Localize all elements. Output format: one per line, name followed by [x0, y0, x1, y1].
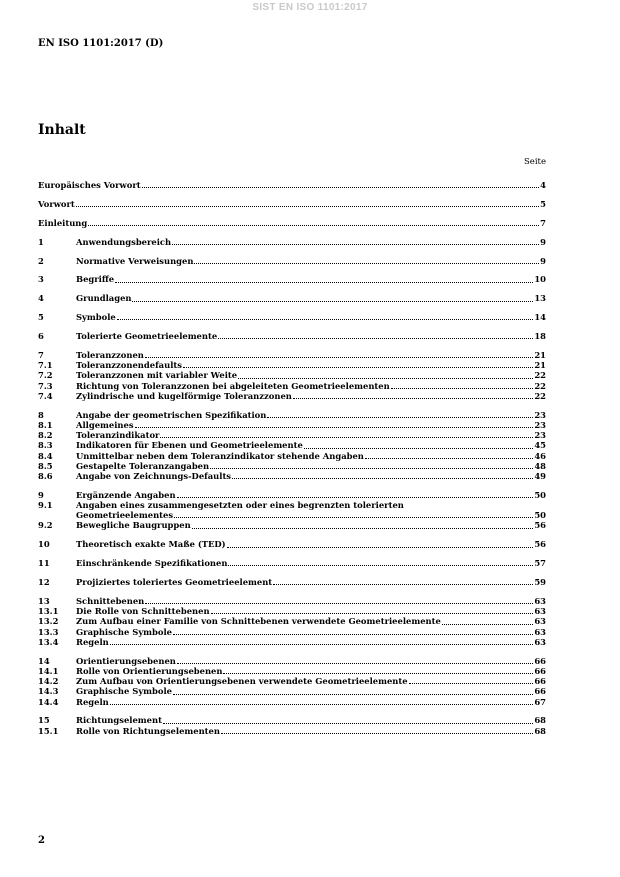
toc-entry[interactable] — [38, 370, 546, 380]
toc-entry-page: 13 — [534, 293, 546, 304]
toc-entry-page: 48 — [534, 460, 546, 471]
toc-entry-number: 15.1 — [38, 725, 59, 736]
toc-entry-number: 14.4 — [38, 696, 59, 707]
dot-leader — [163, 723, 533, 724]
dot-leader — [210, 468, 533, 469]
document-header: EN ISO 1101:2017 (D) — [38, 38, 164, 49]
dot-leader — [273, 584, 533, 585]
toc-entry-number: 7.1 — [38, 360, 53, 371]
toc-entry-page: 63 — [534, 626, 546, 637]
dot-leader — [218, 338, 533, 339]
toc-entry[interactable] — [38, 697, 546, 707]
toc-entry[interactable] — [38, 237, 546, 247]
toc-entry-number: 7.4 — [38, 390, 53, 401]
toc-entry-page: 9 — [540, 255, 546, 266]
toc-entry-page: 7 — [540, 217, 546, 228]
toc-entry[interactable] — [38, 199, 546, 209]
toc-entry-page: 66 — [534, 686, 546, 697]
toc-entry[interactable] — [38, 410, 546, 420]
dot-leader — [293, 398, 533, 399]
toc-entry-number: 1 — [38, 236, 44, 247]
toc-entry[interactable] — [38, 218, 546, 228]
toc-entry-number: 13.1 — [38, 606, 59, 617]
toc-entry[interactable] — [38, 490, 546, 500]
toc-entry-page: 66 — [534, 655, 546, 666]
toc-entry-number: 8.4 — [38, 450, 53, 461]
dot-leader — [173, 694, 533, 695]
toc-entry-number: 9 — [38, 489, 44, 500]
toc-entry-title: Toleranzzonen mit variabler Weite — [76, 370, 238, 381]
toc-entry[interactable] — [38, 686, 546, 696]
toc-entry[interactable] — [38, 461, 546, 471]
toc-entry-number: 8 — [38, 409, 44, 420]
dot-leader — [173, 634, 533, 635]
toc-entry-page: 50 — [534, 510, 546, 521]
toc-entry[interactable] — [38, 606, 546, 616]
toc-entry[interactable] — [38, 520, 546, 530]
toc-entry-number: 2 — [38, 255, 44, 266]
toc-entry[interactable] — [38, 420, 546, 430]
dot-leader — [183, 367, 533, 368]
toc-entry-number: 5 — [38, 312, 44, 323]
toc-entry-page: 23 — [534, 409, 546, 420]
toc-entry-page: 10 — [534, 274, 546, 285]
toc-entry[interactable] — [38, 577, 546, 587]
page-title: Inhalt — [38, 122, 86, 138]
toc-entry-number: 7.2 — [38, 370, 53, 381]
toc-entry[interactable] — [38, 180, 546, 190]
toc-entry-number: 8.2 — [38, 430, 53, 441]
toc-entry-number: 13.4 — [38, 636, 59, 647]
toc-entry-page: 66 — [534, 665, 546, 676]
dot-leader — [365, 458, 533, 459]
toc-entry[interactable] — [38, 360, 546, 370]
toc-entry[interactable] — [38, 256, 546, 266]
toc-entry-title: Bewegliche Baugruppen — [76, 520, 191, 531]
toc-entry-page: 57 — [534, 558, 546, 569]
dot-leader — [442, 624, 534, 625]
dot-leader — [232, 478, 533, 479]
toc-entry-title: Allgemeines — [76, 419, 134, 430]
toc-entry[interactable] — [38, 676, 546, 686]
dot-leader — [142, 187, 540, 188]
toc-entry-page: 68 — [534, 715, 546, 726]
toc-entry[interactable] — [38, 430, 546, 440]
toc-entry-title: Unmittelbar neben dem Toleranzindikator stehende Angaben — [76, 450, 364, 461]
toc-entry-page: 22 — [534, 380, 546, 391]
toc-entry-title: Zum Aufbau einer Familie von Schnittebenen verwendete Geometrieelemente — [76, 616, 441, 627]
toc-entry-number: 13.3 — [38, 626, 59, 637]
watermark: SIST EN ISO 1101:2017 — [252, 2, 368, 13]
toc-entry-number: 3 — [38, 274, 44, 285]
toc-entry-title: Ergänzende Angaben — [76, 489, 176, 500]
toc-entry[interactable] — [38, 331, 546, 341]
toc-entry[interactable] — [38, 726, 546, 736]
toc-entry-title: Grundlagen — [76, 293, 132, 304]
toc-entry-page: 63 — [534, 596, 546, 606]
toc-entry[interactable] — [38, 666, 546, 676]
page-number: 2 — [38, 835, 45, 846]
dot-leader — [409, 683, 534, 684]
toc-entry-page: 46 — [534, 450, 546, 461]
dot-leader — [192, 528, 534, 529]
toc-entry-title: Toleranzzonen — [76, 350, 144, 361]
dot-leader — [223, 673, 533, 674]
toc-entry-page: 21 — [534, 350, 546, 361]
toc-entry[interactable] — [38, 627, 546, 637]
toc-entry-title: Tolerierte Geometrieelemente — [76, 331, 218, 342]
toc-entry-page: 14 — [534, 312, 546, 323]
toc-entry-number: 6 — [38, 331, 44, 342]
toc-entry-number: 14.3 — [38, 686, 59, 697]
toc-entry-number: 15 — [38, 715, 50, 726]
toc-entry-number: 7 — [38, 350, 44, 361]
toc-entry-page: 45 — [534, 440, 546, 451]
toc-entry-page: 59 — [534, 577, 546, 588]
dot-leader — [172, 244, 539, 245]
toc-entry[interactable] — [38, 451, 546, 461]
toc-entry-title: Theoretisch exakte Maße (TED) — [76, 539, 226, 550]
toc-entry-page: 22 — [534, 390, 546, 401]
toc-entry-page: 23 — [534, 430, 546, 441]
toc-entry-title: Regeln — [76, 696, 109, 707]
toc-entry[interactable] — [38, 391, 546, 401]
toc-entry-title: Zylindrische und kugelförmige Toleranzzonen — [76, 390, 292, 401]
dot-leader — [160, 437, 533, 438]
dot-leader — [117, 319, 534, 320]
dot-leader — [227, 547, 534, 548]
toc-entry-number: 14.2 — [38, 676, 59, 687]
toc-entry-number: 13.2 — [38, 616, 59, 627]
toc-entry[interactable] — [38, 558, 546, 568]
toc-entry-title: Rolle von Richtungselementen — [76, 725, 220, 736]
toc-entry-page: 50 — [534, 489, 546, 500]
toc-entry-page: 56 — [534, 520, 546, 531]
toc-entry-page: 22 — [534, 370, 546, 381]
toc-entry-page: 63 — [534, 636, 546, 647]
toc-entry-page: 63 — [534, 606, 546, 617]
toc-entry[interactable] — [38, 656, 546, 666]
toc-entry-title: Richtungselement — [76, 715, 162, 726]
dot-leader — [228, 565, 533, 566]
toc-entry-title: Projiziertes toleriertes Geometrieelement — [76, 577, 273, 588]
dot-leader — [221, 733, 533, 734]
toc-entry-page: 66 — [534, 676, 546, 687]
toc-entry-title: Einleitung — [38, 217, 88, 228]
toc-entry-number: 7.3 — [38, 380, 53, 391]
dot-leader — [211, 613, 534, 614]
dot-leader — [88, 225, 539, 226]
toc-entry-page: 68 — [534, 725, 546, 736]
toc-entry-page: 9 — [540, 236, 546, 247]
toc-entry-page: 4 — [540, 180, 546, 190]
table-of-contents — [38, 180, 546, 736]
toc-entry-title: Anwendungsbereich — [76, 236, 172, 247]
dot-leader — [194, 263, 539, 264]
toc-entry-number: 8.3 — [38, 440, 53, 451]
toc-entry-page: 56 — [534, 539, 546, 550]
dot-leader — [132, 301, 533, 302]
toc-entry-number: 11 — [38, 558, 50, 569]
dot-leader — [177, 663, 533, 664]
seite-label: Seite — [523, 157, 546, 167]
toc-entry-title: Die Rolle von Schnittebenen — [76, 606, 210, 617]
toc-entry-number: 4 — [38, 293, 44, 304]
toc-entry[interactable] — [38, 274, 546, 284]
toc-entry-page: 23 — [534, 419, 546, 430]
toc-entry[interactable] — [38, 637, 546, 647]
toc-entry[interactable] — [38, 312, 546, 322]
toc-entry-number: 9.2 — [38, 520, 53, 531]
toc-entry-number: 8.5 — [38, 460, 53, 471]
toc-entry-title: Schnittebenen — [76, 596, 145, 606]
toc-entry-number: 14 — [38, 655, 50, 666]
dot-leader — [110, 644, 534, 645]
toc-entry[interactable] — [38, 440, 546, 450]
toc-entry-number: 8.1 — [38, 419, 53, 430]
toc-entry-title: Angaben eines zusammengesetzten oder eines begrenzten tolerierten — [76, 500, 404, 511]
toc-entry-title: Toleranzzonendefaults — [76, 360, 182, 371]
toc-entry-number: 10 — [38, 539, 50, 550]
dot-leader — [238, 378, 533, 379]
toc-entry-number: 13 — [38, 596, 50, 606]
dot-leader — [145, 603, 533, 604]
toc-entry[interactable] — [38, 596, 546, 606]
toc-entry-page: 49 — [534, 470, 546, 481]
toc-entry-page: 67 — [534, 696, 546, 707]
toc-entry-title: Richtung von Toleranzzonen bei abgeleiteten Geometrieelementen — [76, 380, 390, 391]
toc-entry[interactable] — [38, 715, 546, 725]
toc-entry-page: 18 — [534, 331, 546, 342]
toc-entry-number: 12 — [38, 577, 50, 588]
toc-entry[interactable] — [38, 500, 546, 510]
dot-leader — [145, 357, 533, 358]
toc-entry-title: Orientierungsebenen — [76, 655, 176, 666]
toc-entry-title: Angabe von Zeichnungs-Defaults — [76, 470, 232, 481]
toc-entry[interactable] — [38, 471, 546, 481]
toc-entry-number: 8.6 — [38, 470, 53, 481]
toc-entry-page: 5 — [540, 198, 546, 209]
toc-entry-title: Begriffe — [76, 274, 115, 285]
toc-entry-title: Graphische Symbole — [76, 686, 172, 697]
dot-leader — [391, 388, 534, 389]
toc-entry-page: 63 — [534, 616, 546, 627]
toc-entry-title: Europäisches Vorwort — [38, 180, 141, 190]
toc-entry-title: Normative Verweisungen — [76, 255, 194, 266]
toc-entry[interactable] — [38, 293, 546, 303]
dot-leader — [304, 448, 534, 449]
dot-leader — [174, 517, 533, 518]
toc-entry-number: 9.1 — [38, 500, 53, 511]
dot-leader — [177, 497, 534, 498]
toc-entry-title: Toleranzindikator — [76, 430, 160, 441]
toc-entry[interactable] — [38, 539, 546, 549]
toc-entry[interactable] — [38, 381, 546, 391]
dot-leader — [76, 206, 539, 207]
toc-entry-title: Vorwort — [38, 198, 75, 209]
toc-entry-title: Zum Aufbau von Orientierungsebenen verwendete Geometrieelemente — [76, 676, 408, 687]
toc-entry-title: Symbole — [76, 312, 116, 323]
dot-leader — [135, 427, 534, 428]
dot-leader — [110, 704, 534, 705]
toc-entry-title: Gestapelte Toleranzangaben — [76, 460, 210, 471]
toc-entry[interactable] — [38, 350, 546, 360]
toc-entry-title: Indikatoren für Ebenen und Geometrieelemente — [76, 440, 303, 451]
toc-entry-continuation[interactable] — [38, 510, 546, 520]
toc-entry-title: Einschränkende Spezifikationen — [76, 558, 228, 569]
toc-entry-number: 14.1 — [38, 665, 59, 676]
toc-entry-title: Graphische Symbole — [76, 626, 172, 637]
toc-entry-title: Rolle von Orientierungsebenen — [76, 665, 223, 676]
toc-entry[interactable] — [38, 616, 546, 626]
toc-entry-title: Angabe der geometrischen Spezifikation — [76, 409, 267, 420]
dot-leader — [267, 417, 533, 418]
toc-entry-title-line2: Geometrieelementes — [76, 510, 174, 521]
toc-entry-page: 21 — [534, 360, 546, 371]
dot-leader — [115, 282, 533, 283]
toc-entry-title: Regeln — [76, 636, 109, 647]
